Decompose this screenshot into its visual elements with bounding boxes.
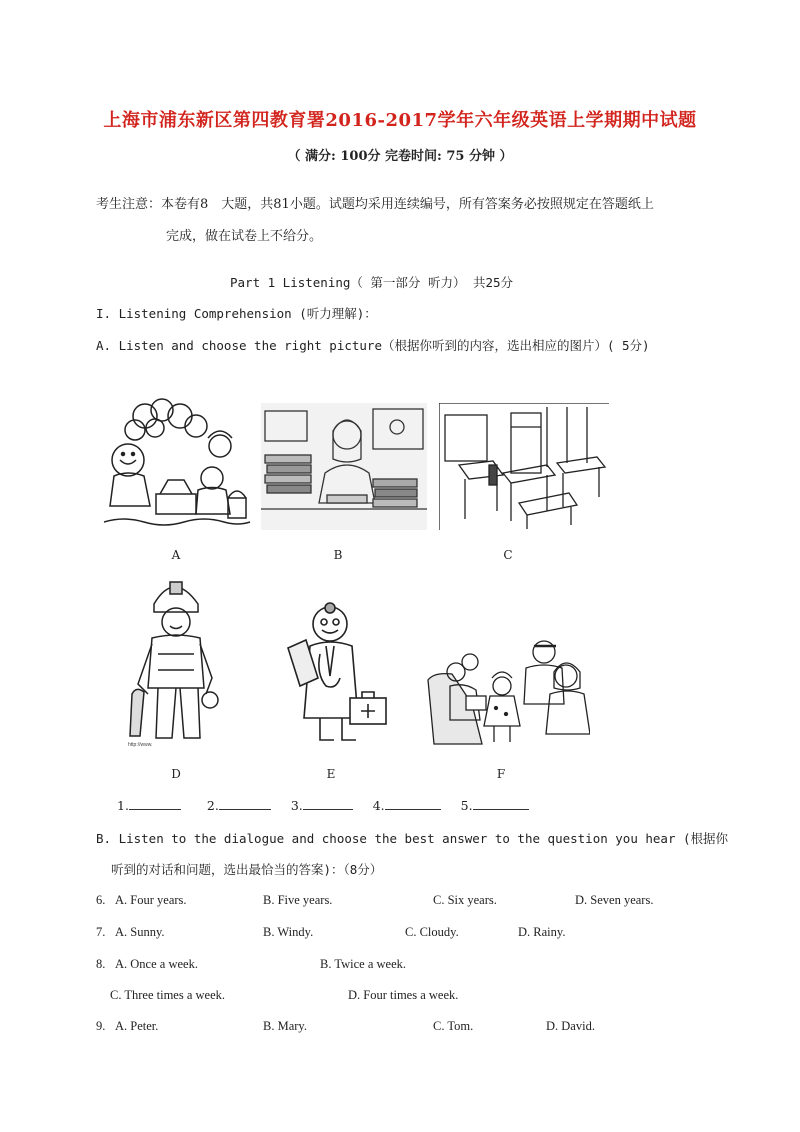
sectionB-heading-line1: B. Listen to the dialogue and choose the best answer to the question you hear (根据你 xyxy=(96,831,729,846)
question-8-option-c[interactable]: C. Three times a week. xyxy=(110,988,226,1002)
classroom-icon xyxy=(439,403,609,530)
exam-subtitle: （ 满分: 100分 完卷时间: 75 分钟 ） xyxy=(287,149,513,164)
question-7-option-a[interactable]: A. Sunny. xyxy=(115,925,165,939)
notice-line-2: 完成，做在试卷上不给分。 xyxy=(166,229,323,244)
doctor-icon xyxy=(284,598,394,746)
question-7-option-b[interactable]: B. Windy. xyxy=(263,925,314,939)
question-9-option-d[interactable]: D. David. xyxy=(546,1019,595,1033)
question-8-option-d[interactable]: D. Four times a week. xyxy=(348,988,459,1002)
answer-blank-row xyxy=(117,798,529,813)
question-6-number: 6. xyxy=(96,893,106,907)
family-group-icon xyxy=(426,636,590,748)
question-9-number: 9. xyxy=(96,1019,106,1033)
picture-label-c: C xyxy=(503,548,513,562)
picture-label-b: B xyxy=(333,548,343,562)
firefighter-icon xyxy=(124,574,224,750)
exam-title: 上海市浦东新区第四教育署2016-2017学年六年级英语上学期期中试题 xyxy=(103,110,697,131)
svg-text:http://www.: http://www. xyxy=(128,742,153,748)
sectionA-heading: A. Listen and choose the right picture（根据你听到的内容，选出相应的图片）( 5分) xyxy=(96,338,650,353)
picture-label-a: A xyxy=(171,548,181,562)
sectionB-heading-line2: 听到的对话和问题，选出最恰当的答案)：（8分） xyxy=(111,862,383,877)
question-6-option-d[interactable]: D. Seven years. xyxy=(575,893,654,907)
question-6-option-c[interactable]: C. Six years. xyxy=(433,893,497,907)
picture-label-d: D xyxy=(171,767,181,781)
question-9-option-b[interactable]: B. Mary. xyxy=(263,1019,307,1033)
notice-line-1: 考生注意：本卷有8 大题，共81小题。试题均采用连续编号，所有答案务必按照规定在答题纸上 xyxy=(96,197,654,212)
question-8-number: 8. xyxy=(96,957,106,971)
question-8-option-b[interactable]: B. Twice a week. xyxy=(320,957,407,971)
picnic-family-icon xyxy=(100,398,252,530)
question-9-option-a[interactable]: A. Peter. xyxy=(115,1019,159,1033)
answer-blank-4[interactable]: 4. xyxy=(373,798,441,813)
question-7-number: 7. xyxy=(96,925,106,939)
answer-blank-2[interactable]: 2. xyxy=(207,798,271,813)
question-6-option-b[interactable]: B. Five years. xyxy=(263,893,333,907)
section1-heading: I. Listening Comprehension (听力理解)： xyxy=(96,306,377,321)
question-9-option-c[interactable]: C. Tom. xyxy=(433,1019,474,1033)
answer-blank-1[interactable]: 1. xyxy=(117,798,181,813)
question-7-option-c[interactable]: C. Cloudy. xyxy=(405,925,459,939)
library-reading-icon xyxy=(261,403,427,530)
answer-blank-5[interactable]: 5. xyxy=(461,798,529,813)
question-6-option-a[interactable]: A. Four years. xyxy=(115,893,187,907)
picture-label-f: F xyxy=(496,767,506,781)
part1-heading: Part 1 Listening（ 第一部分 听力） 共25分 xyxy=(230,275,514,290)
question-7-option-d[interactable]: D. Rainy. xyxy=(518,925,566,939)
answer-blank-3[interactable]: 3. xyxy=(291,798,353,813)
question-8-option-a[interactable]: A. Once a week. xyxy=(115,957,198,971)
picture-label-e: E xyxy=(326,767,336,781)
